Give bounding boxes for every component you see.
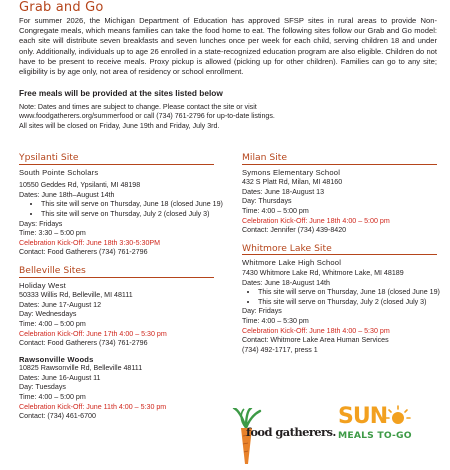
- site-address: 7430 Whitmore Lake Rd, Whitmore Lake, MI 48189: [242, 268, 404, 277]
- site-time: Time: 3:30 – 5:00 pm: [19, 229, 86, 238]
- list-item: • This site will serve on Thursday, June 18 (closed June 19): [258, 288, 447, 298]
- food-gatherers-wordmark: food gatherers.: [246, 425, 336, 439]
- site-days: Day: Fridays: [242, 307, 282, 316]
- list-item: • This site will serve on Thursday, July 2 (closed July 3): [41, 210, 224, 220]
- site-address: 10550 Geddes Rd, Ypsilanti, MI 48198: [19, 181, 141, 190]
- site-dates: Dates: June 18-August 14th: [242, 278, 330, 287]
- site-contact: Contact: Food Gatherers (734) 761-2796: [19, 339, 148, 348]
- site-name: Holiday West: [19, 280, 66, 290]
- section-heading-ypsilanti: Ypsilanti Site: [19, 153, 214, 165]
- schedule-notes: [242, 288, 447, 307]
- site-kickoff: Celebration Kick-Off: June 18th 4:00 – 5:00 pm: [242, 216, 390, 225]
- sun-wordmark: [338, 404, 387, 429]
- sun-tagline: MEALS TO-GO: [338, 430, 412, 441]
- site-time: Time: 4:00 – 5:00 pm: [19, 393, 86, 402]
- schedule-notes: [19, 200, 224, 219]
- note-line: Note: Dates and times are subject to change. Please contact the site or visit: [19, 103, 257, 111]
- site-time: Time: 4:00 – 5:30 pm: [242, 316, 309, 325]
- site-kickoff: Celebration Kick-Off: June 18th 4:00 – 5:30 pm: [242, 326, 390, 335]
- site-dates: Dates: June 18-August 13: [242, 187, 325, 196]
- section-heading-belleville: Belleville Sites: [19, 266, 214, 278]
- site-contact: Contact: (734) 461-6700: [19, 412, 96, 421]
- site-contact: Contact: Jennifer (734) 439-8420: [242, 226, 347, 235]
- list-item: • This site will serve on Thursday, June 18 (closed June 19): [41, 200, 224, 210]
- site-name: South Pointe Scholars: [19, 167, 99, 177]
- site-name: Rawsonville Woods: [19, 354, 94, 364]
- site-dates: Dates: June 18th–August 14th: [19, 190, 115, 199]
- site-days: Day: Wednesdays: [19, 310, 77, 319]
- site-kickoff: Celebration Kick-Off: June 17th 4:00 – 5:30 pm: [19, 329, 167, 338]
- site-time: Time: 4:00 – 5:00 pm: [242, 206, 309, 215]
- sun-letters: SUN: [338, 404, 388, 429]
- site-time: Time: 4:00 – 5:00 pm: [19, 319, 86, 328]
- site-kickoff: Celebration Kick-Off: June 18th 3:30-5:30PM: [19, 238, 161, 247]
- site-contact: (734) 492-1717, press 1: [242, 345, 318, 354]
- free-meals-statement: Free meals will be provided at the sites listed below: [19, 88, 223, 98]
- right-column: [242, 153, 447, 355]
- left-column: [19, 153, 224, 422]
- site-dates: Dates: June 16-August 11: [19, 373, 101, 382]
- site-name: Symons Elementary School: [242, 167, 341, 177]
- note-line: All sites will be closed on Friday, June 19th and Friday, July 3rd.: [19, 121, 220, 130]
- site-dates: Dates: June 17-August 12: [19, 300, 102, 309]
- list-item: • This site will serve on Thursday, July 2 (closed July 3): [258, 298, 447, 308]
- note-block: [19, 103, 439, 131]
- site-address: 50333 Willis Rd, Belleville, MI 48111: [19, 291, 133, 300]
- site-days: Day: Thursdays: [242, 197, 292, 206]
- site-address: 10825 Rawsonville Rd, Belleville 48111: [19, 364, 143, 373]
- sun-icon: [386, 406, 410, 424]
- site-days: Day: Tuesdays: [19, 383, 66, 392]
- site-kickoff: Celebration Kick-Off: June 11th 4:00 – 5:30 pm: [19, 402, 167, 411]
- section-heading-milan: Milan Site: [242, 153, 437, 165]
- site-contact: Contact: Food Gatherers (734) 761-2796: [19, 248, 148, 257]
- site-contact: Contact: Whitmore Lake Area Human Services: [242, 336, 389, 345]
- section-heading-whitmore-lake: Whitmore Lake Site: [242, 244, 437, 256]
- site-days: Days: Fridays: [19, 219, 63, 228]
- site-address: 432 S Platt Rd, Milan, MI 48160: [242, 178, 343, 187]
- intro-paragraph: For summer 2026, the Michigan Department of Education has approved SFSP sites in rural areas to provide Non-Congregate meals, which means families can take the food home to eat. The following sites follow our Grab and Go model: each site will distribute seven breakfasts and seven lunches once per week for each child, serving children 18 and under only. Additionally, individuals up to age 26 enrolled in a state-recognized education program are also eligible. Children do not have to be present to receive meals. Proxy pickup is allowed (picking up for other children). Families can go to any site; eligibility is by age only, not area of residency or school enrollment.: [19, 16, 437, 77]
- note-line: www.foodgatherers.org/summerfood or call (734) 761-2796 for up-to-date listings.: [19, 112, 275, 121]
- site-name: Whitmore Lake High School: [242, 258, 342, 268]
- page-title: Grab and Go: [19, 0, 104, 15]
